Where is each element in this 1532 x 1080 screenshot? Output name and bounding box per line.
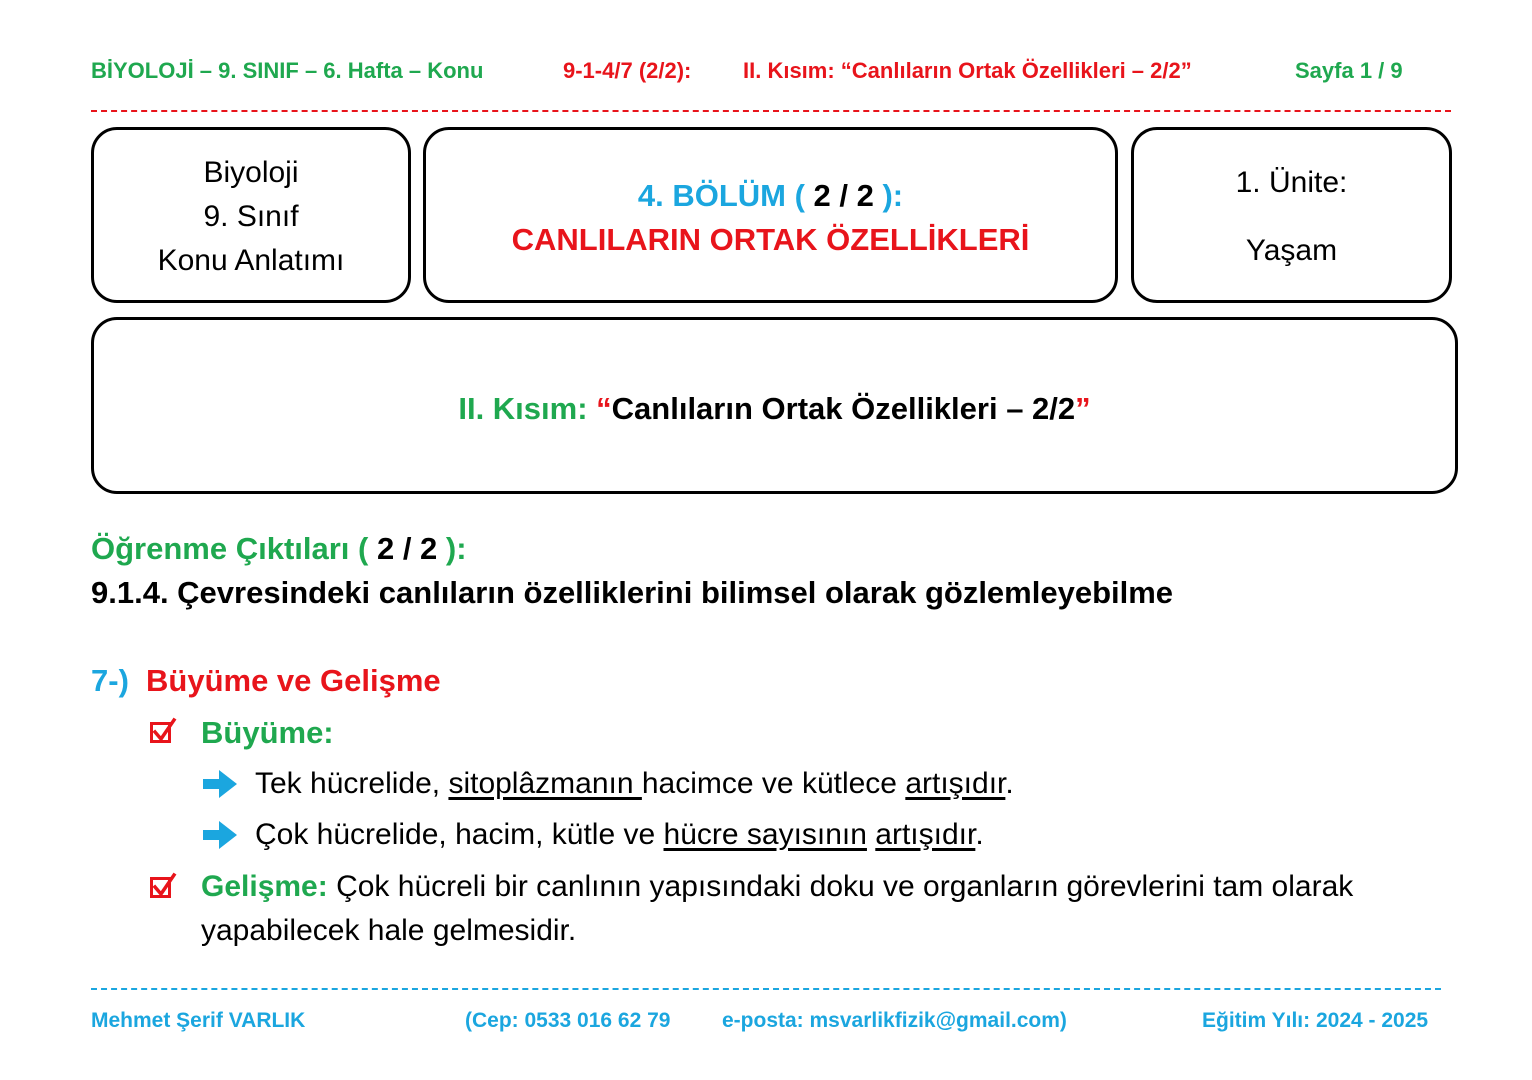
outcomes-fraction: 2 / 2	[368, 531, 446, 566]
header-page-number: Sayfa 1 / 9	[1295, 58, 1403, 83]
part-heading	[94, 391, 1455, 427]
development-checkbox-icon	[150, 877, 171, 898]
bullet1-text-a: Tek hücrelide,	[255, 767, 449, 800]
bullet1-text-e: .	[1005, 767, 1014, 800]
bullet2-text-d: artışıdır	[875, 818, 976, 851]
footer-phone: (Cep: 0533 016 62 79	[465, 1009, 671, 1032]
development-line-1	[201, 870, 1353, 904]
section-title: CANLILARIN ORTAK ÖZELLİKLERİ	[511, 222, 1030, 257]
outcomes-heading	[91, 531, 467, 567]
section-box	[423, 127, 1118, 303]
section-fraction: 2 / 2	[804, 178, 883, 213]
footer-author: Mehmet Şerif VARLIK	[91, 1009, 306, 1032]
growth-checkbox-icon	[150, 722, 171, 743]
header-code: 9-1-4/7 (2/2):	[563, 58, 692, 83]
header-divider	[91, 110, 1451, 112]
footer-year: Eğitim Yılı: 2024 - 2025	[1202, 1009, 1429, 1032]
bullet1-text-d: artışıdır	[905, 767, 1006, 800]
unit-name: Yaşam	[1245, 234, 1338, 267]
part-close-quote: ”	[1075, 391, 1091, 426]
header-part: II. Kısım: “Canlıların Ortak Özellikleri – 2/2”	[743, 58, 1192, 83]
header-subject: BİYOLOJİ – 9. SINIF – 6. Hafta – Konu	[91, 58, 484, 83]
footer-email: e-posta: msvarlikfizik@gmail.com)	[722, 1009, 1067, 1032]
development-line-2: yapabilecek hale gelmesidir.	[201, 914, 577, 947]
bullet1-text-c: hacimce ve kütlece	[641, 767, 906, 800]
part-label: II. Kısım:	[458, 391, 597, 426]
topic-number: 7-)	[91, 663, 129, 698]
bullet1-text-b: sitoplâzmanın	[448, 767, 642, 800]
course-type: Konu Anlatımı	[157, 244, 345, 277]
part-open-quote: “	[596, 391, 612, 426]
course-box	[91, 127, 411, 303]
section-heading	[426, 178, 1115, 214]
growth-label: Büyüme:	[201, 715, 334, 750]
arrow-right-icon	[203, 821, 237, 849]
development-label: Gelişme:	[201, 870, 328, 903]
topic-title: Büyüme ve Gelişme	[146, 663, 441, 698]
outcomes-heading-end: ):	[445, 531, 467, 566]
outcomes-heading-label: Öğrenme Çıktıları (	[91, 531, 369, 566]
development-text-1: Çok hücreli bir canlının yapısındaki doku ve organların görevlerini tam olarak	[327, 870, 1354, 903]
arrow-right-icon	[203, 770, 237, 798]
section-prefix: 4. BÖLÜM (	[637, 178, 805, 213]
section-suffix: ):	[882, 178, 904, 213]
course-grade: 9. Sınıf	[203, 200, 299, 233]
outcome-item: 9.1.4. Çevresindeki canlıların özelliklerini bilimsel olarak gözlemleyebilme	[91, 575, 1174, 610]
unit-box	[1131, 127, 1452, 303]
footer-divider	[91, 988, 1441, 990]
bullet2-text-a: Çok hücrelide, hacim, kütle ve	[255, 818, 664, 851]
bullet2-text-e: .	[975, 818, 984, 851]
growth-bullet-multicellular	[255, 818, 984, 852]
unit-label: 1. Ünite:	[1235, 166, 1348, 199]
bullet2-text-b: hücre sayısının	[663, 818, 867, 851]
course-subject: Biyoloji	[203, 156, 299, 189]
part-title: Canlıların Ortak Özellikleri – 2/2	[611, 391, 1076, 426]
growth-bullet-unicellular	[255, 767, 1014, 801]
part-box	[91, 317, 1458, 494]
